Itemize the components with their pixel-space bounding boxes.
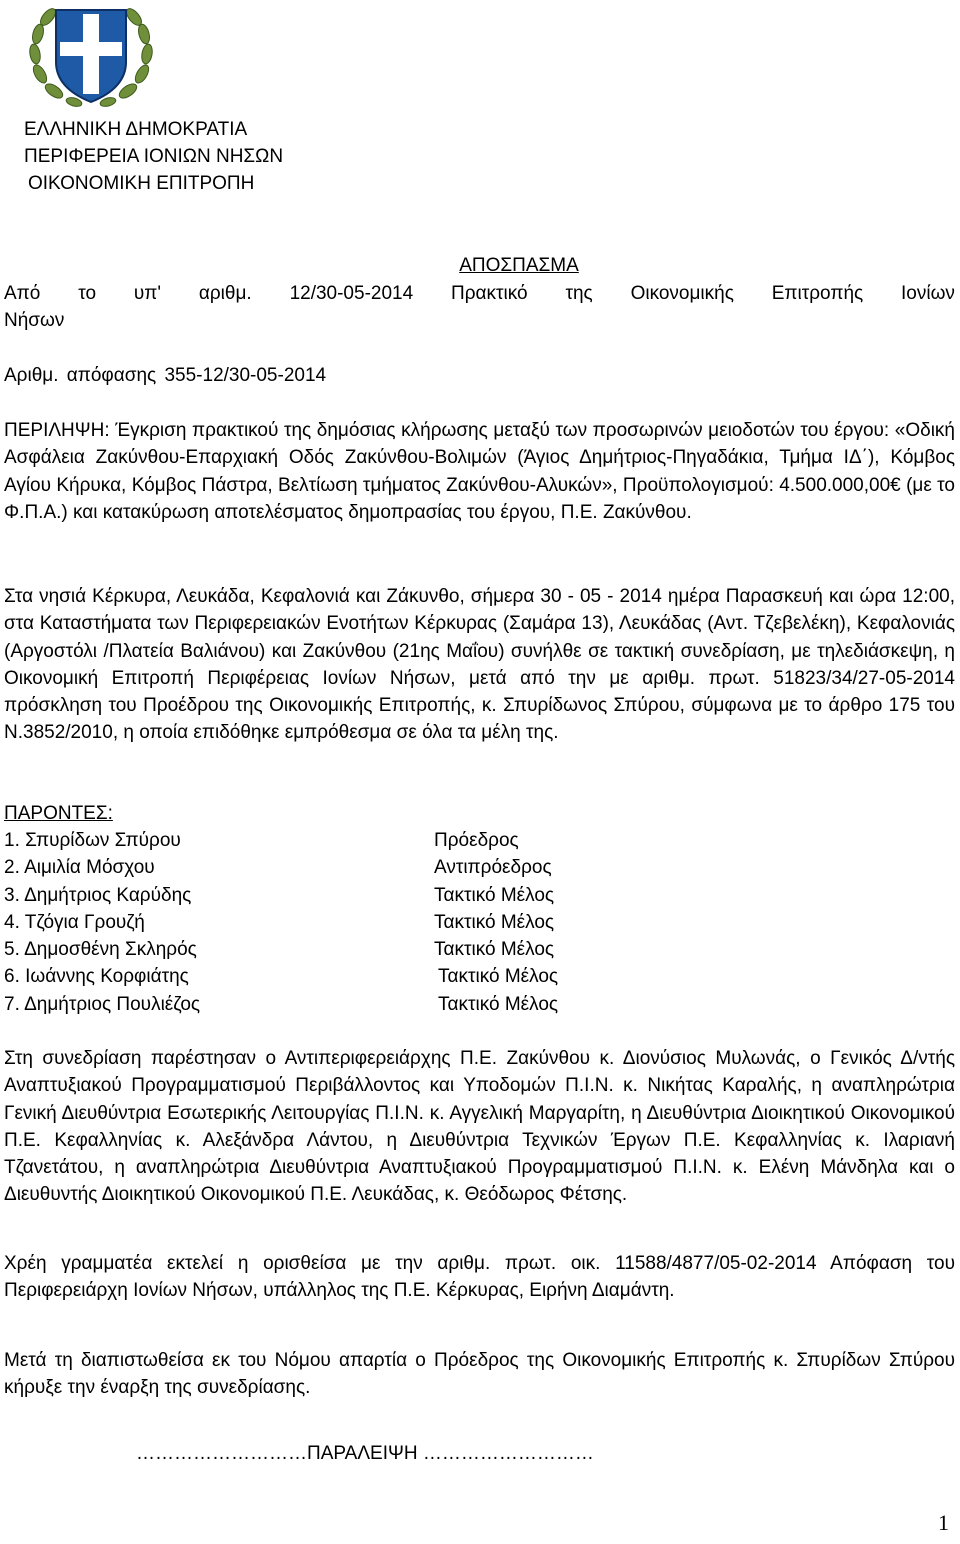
- ref-word: υπ': [133, 283, 162, 304]
- present-heading: ΠΑΡΟΝΤΕΣ:: [4, 803, 113, 824]
- quorum-paragraph: Μετά τη διαπιστωθείσα εκ του Νόμου απαρτία ο Πρόεδρος της Οικονομικής Επιτροπής κ. Σπυρίδων Σπύρου κήρυξε την έναρξη της συνεδρίασης.: [4, 1350, 955, 1399]
- ref-word: Από: [4, 283, 41, 304]
- minutes-reference-line2: Νήσων: [4, 310, 65, 332]
- attendees-paragraph: Στη συνεδρίαση παρέστησαν ο Αντιπεριφερειάρχης Π.Ε. Ζακύνθου κ. Διονύσιος Μυλωνάς, ο Γενικός Δ/ντής Αναπτυξιακού Προγραμματισμού Περιβάλλοντος και Υποδομών Π.Ι.Ν. κ. Νικήτας Καραλής, η αναπληρώτρια Γενική Διευθύντρια Εσωτερικής Λειτουργίας Π.Ι.Ν. κ. Αγγελική Μαργαρίτη, η Διευθύντρια Διοικητικού Οικονομικού Π.Ε. Κεφαλληνίας κ. Αλεξάνδρα Λάντου, η Διευθύντρια Τεχνικών Έργων Π.Ε. Κεφαλληνίας κ. Ιλαριανή Τζανετάτου, η αναπληρώτρια Διευθύντρια Αναπτυξιακού Προγραμματισμού Π.Ι.Ν. κ. Ελένη Μάνδηλα και ο Διευθυντής Διοικητικού Οικονομικού Π.Ε. Λευκάδας, κ. Θεόδωρος Φέτσης.: [4, 1048, 955, 1206]
- member-role: Τακτικό Μέλος: [438, 966, 559, 988]
- ref-word: Ιονίων: [901, 283, 955, 304]
- member-row: [4, 854, 704, 881]
- meeting-intro-paragraph: Στα νησιά Κέρκυρα, Λευκάδα, Κεφαλονιά και Ζάκυνθο, σήμερα 30 - 05 - 2014 ημέρα Παρασκευή και ώρα 12:00, στα Καταστήματα των Περιφερειακών Ενοτήτων Κέρκυρας (Σαμάρα 13), Λευκάδας (Αντ. Τζεβελέκη), Κεφαλονιάς (Αργοστόλι /Πλατεία Βαλιάνου) και Ζακύνθου (21ης Μαΐου) συνήλθε σε τακτική συνεδρίαση, με τηλεδιάσκεψη, η Οικονομική Επιτροπή Περιφέρειας Ιονίων Νήσων, μετά από την με αριθμ. πρωτ. 51823/34/27-05-2014 πρόσκληση του Προέδρου της Οικονομικής Επιτροπής, κ. Σπυρίδωνος Σπύρου, σύμφωνα με το άρθρο 175 του Ν.3852/2010, η οποία επιδόθηκε εμπρόθεσμα σε όλα τα μέλη της.: [4, 586, 955, 744]
- ref-word: αριθμ.: [198, 283, 252, 304]
- member-role: Αντιπρόεδρος: [434, 857, 552, 879]
- header-country: ΕΛΛΗΝΙΚΗ ΔΗΜΟΚΡΑΤΙΑ: [24, 119, 248, 140]
- document-page: [4, 0, 955, 1544]
- decision-number: Αριθμ. απόφασης 355-12/30-05-2014: [4, 365, 327, 386]
- member-name: 1. Σπυρίδων Σπύρου: [4, 830, 181, 851]
- member-name: 2. Αιμιλία Μόσχου: [4, 857, 155, 879]
- hellenic-republic-emblem: [26, 4, 156, 110]
- member-row: [4, 936, 704, 963]
- members-list: [4, 827, 704, 1018]
- summary-paragraph: ΠΕΡΙΛΗΨΗ: Έγκριση πρακτικού της δημόσιας κλήρωσης μεταξύ των προσωρινών μειοδοτών του έργου: «Οδική Ασφάλεια Ζακύνθου-Επαρχιακή Οδός Ζακύνθου-Βολιμών (Άγιος Δημήτριος-Πηγαδάκια, Τμήμα ΙΔ΄), Κόμβος Αγίου Κήρυκα, Κόμβος Πάστρα, Βελτίωση τμήματος Ζακύνθου-Αλυκών», Προϋπολογισμού: 4.500.000,00€ (με το Φ.Π.Α.) και κατακύρωση αποτελέσματος δημοπρασίας του έργου, Π.Ε. Ζακύνθου.: [4, 420, 955, 523]
- page-number: 1: [938, 1509, 949, 1535]
- member-role: Τακτικό Μέλος: [438, 993, 559, 1015]
- member-row: [4, 882, 704, 909]
- document-title-wrap: [4, 252, 960, 279]
- member-role: Τακτικό Μέλος: [434, 884, 555, 906]
- member-name: 4. Τζόγια Γρουζή: [4, 911, 145, 933]
- ref-word: της: [565, 283, 593, 304]
- member-row: [4, 963, 704, 990]
- member-name: 3. Δημήτριος Καρύδης: [4, 884, 192, 906]
- minutes-reference-line1: [4, 280, 955, 307]
- secretary-paragraph: Χρέη γραμματέα εκτελεί η ορισθείσα με την αριθμ. πρωτ. οικ. 11588/4877/05-02-2014 Απόφαση του Περιφερειάρχη Ιονίων Νήσων, υπάλληλος της Π.Ε. Κέρκυρας, Ειρήνη Διαμάντη.: [4, 1253, 955, 1302]
- header-region: ΠΕΡΙΦΕΡΕΙΑ ΙΟΝΙΩΝ ΝΗΣΩΝ: [24, 146, 284, 167]
- ref-word: Πρακτικό: [451, 283, 528, 304]
- ref-word: το: [78, 283, 97, 304]
- member-name: 5. Δημοσθένη Σκληρός: [4, 939, 197, 961]
- omission-marker: ………………………ΠΑΡΑΛΕΙΨΗ ………………………: [136, 1443, 594, 1464]
- member-row: [4, 909, 704, 936]
- ref-word: 12/30-05-2014: [289, 283, 414, 304]
- member-row: [4, 827, 704, 854]
- member-row: [4, 991, 704, 1018]
- member-name: 6. Ιωάννης Κορφιάτης: [4, 966, 189, 988]
- ref-word: Επιτροπής: [771, 283, 864, 304]
- minutes-reference: [4, 280, 955, 335]
- ref-word: Οικονομικής: [630, 283, 734, 304]
- document-title: ΑΠΟΣΠΑΣΜΑ: [459, 255, 579, 276]
- present-heading-wrap: [4, 800, 955, 827]
- member-name: 7. Δημήτριος Πουλιέζος: [4, 993, 201, 1015]
- member-role: Τακτικό Μέλος: [434, 911, 555, 933]
- issuer-header: [24, 116, 283, 197]
- header-committee: ΟΙΚΟΝΟΜΙΚΗ ΕΠΙΤΡΟΠΗ: [28, 173, 255, 194]
- member-role: Πρόεδρος: [434, 830, 519, 851]
- member-role: Τακτικό Μέλος: [434, 939, 555, 961]
